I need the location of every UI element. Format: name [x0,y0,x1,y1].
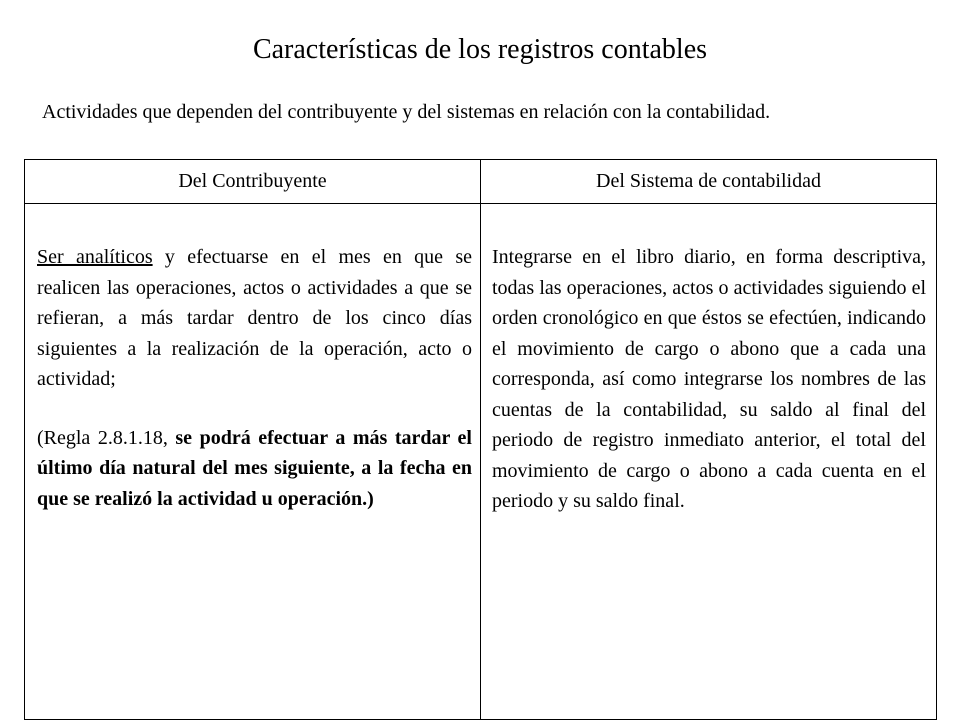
page-title: Características de los registros contables [252,34,708,65]
regla-bold-text: se podrá efectuar a más tardar el último día natural del mes siguiente, a la fecha en que se realizó la actividad u operación.) [37,426,472,510]
table-body-row [25,204,937,720]
comparison-table [24,159,937,720]
cell-sistema-contabilidad [481,204,937,720]
paragraph-gap [37,395,472,423]
header-sistema-contabilidad: Del Sistema de contabilidad [481,160,937,204]
analiticos-underlined: Ser analíticos [37,246,153,268]
header-contribuyente: Del Contribuyente [25,160,481,204]
cell-contribuyente [25,204,481,720]
intro-text: Actividades que dependen del contribuyente y del sistemas en relación con la contabilidad. [42,101,771,123]
sistema-paragraph: Integrarse en el libro diario, en forma descriptiva, todas las operaciones, actos o actividades siguiendo el orden cronológico en que éstos se efectúen, indicando el movimiento de cargo o abono que a cada una corresponda, así como integrarse los nombres de las cuentas de la contabilidad, su saldo al final del periodo de registro inmediato anterior, el total del movimiento de cargo o abono a cada cuenta en el periodo y su saldo final. [492,246,926,512]
contribuyente-paragraph-2 [37,423,472,515]
contribuyente-p1-text: y efectuarse en el mes en que se realicen las operaciones, actos o actividades a que se refieran, a más tardar dentro de los cinco días siguientes a la realización de la operación, acto o actividad; [37,246,472,390]
table-header-row [25,160,937,204]
contribuyente-paragraph-1 [37,242,472,395]
regla-reference: (Regla 2.8.1.18, [37,426,176,449]
